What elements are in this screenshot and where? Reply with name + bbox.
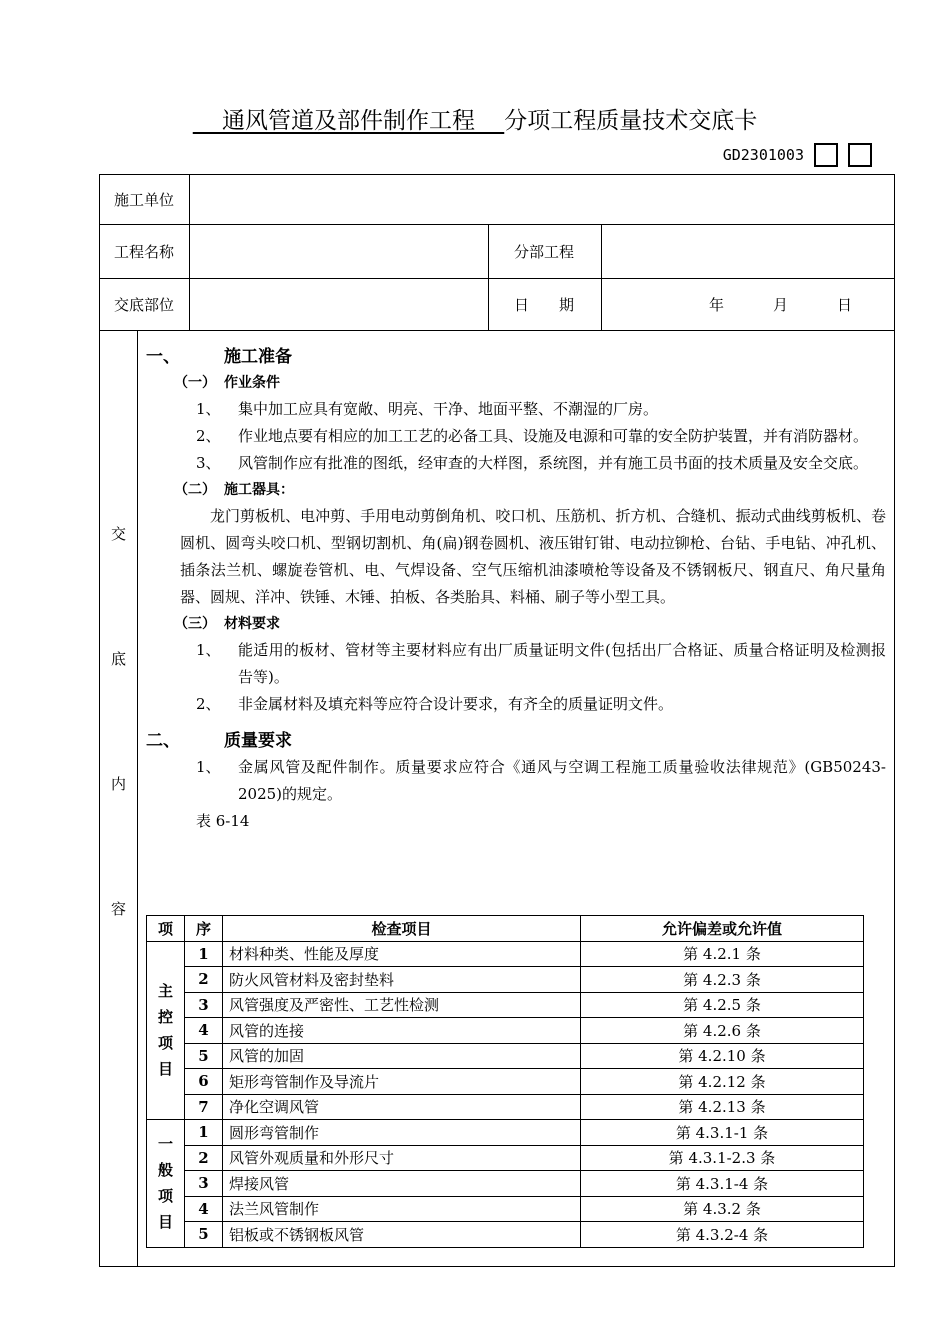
col-divider — [189, 175, 190, 330]
list-item: 2、 非金属材料及填充料等应符合设计要求，有齐全的质量证明文件。 — [196, 695, 674, 713]
subsection-heading: （一） 作业条件 — [174, 374, 280, 391]
list-item: 1、 能适用的板材、管材等主要材料应有出厂质量证明文件(包括出厂合格证、质量合格证明及检测报告等)。 — [196, 641, 886, 686]
value-cell: 第 4.3.2-4 条 — [581, 1222, 864, 1248]
subsection-heading: （二） 施工器具： — [174, 481, 294, 498]
section-heading: 二、 质量要求 — [146, 730, 292, 751]
list-item: 1、 集中加工应具有宽敞、明亮、干净、地面平整、不潮湿的厂房。 — [196, 400, 659, 418]
unit-label: 施工单位 — [114, 191, 175, 209]
unit-field[interactable] — [192, 177, 892, 222]
seq-cell: 5 — [185, 1222, 223, 1248]
table-row — [147, 1018, 864, 1044]
value-cell: 第 4.2.6 条 — [581, 1018, 864, 1044]
seq-cell: 5 — [185, 1043, 223, 1069]
value-cell: 第 4.3.1-2.3 条 — [581, 1145, 864, 1171]
form-frame — [99, 174, 895, 1267]
value-cell: 第 4.2.12 条 — [581, 1069, 864, 1095]
value-cell: 第 4.2.3 条 — [581, 967, 864, 993]
col-divider — [488, 224, 489, 330]
checkbox-1[interactable] — [814, 143, 838, 167]
checkbox-2[interactable] — [848, 143, 872, 167]
value-cell: 第 4.3.1-4 条 — [581, 1171, 864, 1197]
document-title — [0, 102, 950, 135]
item-cell: 法兰风管制作 — [223, 1196, 581, 1222]
seq-cell: 7 — [185, 1094, 223, 1120]
side-char: 内 — [110, 775, 126, 793]
seq-cell: 1 — [185, 1120, 223, 1146]
doc-code: GD2301003 — [722, 146, 804, 164]
table-row — [147, 1145, 864, 1171]
table-row — [147, 1043, 864, 1069]
item-cell: 焊接风管 — [223, 1171, 581, 1197]
title-suffix: 分项工程质量技术交底卡 — [504, 108, 758, 134]
seq-cell: 2 — [185, 967, 223, 993]
row-divider — [100, 330, 894, 331]
title-underlined: 通风管道及部件制作工程 — [222, 108, 475, 134]
date-year: 年 — [709, 295, 725, 314]
value-cell: 第 4.3.2 条 — [581, 1196, 864, 1222]
location-field[interactable] — [192, 281, 484, 327]
tools-paragraph: 龙门剪板机、电冲剪、手用电动剪倒角机、咬口机、压筋机、折方机、合缝机、振动式曲线剪板机、卷圆机、圆弯头咬口机、型钢切割机、角(扁)钢卷圆机、液压钳钉钳、电动拉铆枪、台钻、手电钻、冲孔机、插条法兰机、螺旋卷管机、电、气焊设备、空气压缩机油漆喷枪等设备及不锈钢板尺、钢直尺、角尺量角器、圆规、洋冲、铁锤、木锤、拍板、各类胎具、料桶、刷子等小型工具。 — [180, 507, 886, 606]
item-cell: 风管的加固 — [223, 1043, 581, 1069]
list-item: 3、 风管制作应有批准的图纸，经审查的大样图，系统图，并有施工员书面的技术质量及安全交底。 — [196, 454, 869, 472]
item-cell: 净化空调风管 — [223, 1094, 581, 1120]
value-cell: 第 4.3.1-1 条 — [581, 1120, 864, 1146]
row-divider — [100, 224, 894, 225]
section-heading: 一、 施工准备 — [146, 346, 292, 367]
table-row — [147, 1120, 864, 1146]
date-month: 月 — [773, 295, 789, 314]
group-general: 一 般 项 目 — [147, 1120, 185, 1248]
project-field[interactable] — [192, 227, 484, 275]
table-header — [147, 916, 864, 942]
col-divider — [601, 224, 602, 330]
item-cell: 铝板或不锈钢板风管 — [223, 1222, 581, 1248]
list-item: 2、 作业地点要有相应的加工工艺的必备工具、设施及电源和可靠的安全防护装置，并有消防器材。 — [196, 427, 869, 445]
seq-cell: 1 — [185, 941, 223, 967]
item-cell: 风管外观质量和外形尺寸 — [223, 1145, 581, 1171]
seq-cell: 3 — [185, 1171, 223, 1197]
seq-cell: 4 — [185, 1018, 223, 1044]
table-row — [147, 1171, 864, 1197]
table-row — [147, 1222, 864, 1248]
table-row — [147, 992, 864, 1018]
subsection-heading: （三） 材料要求 — [174, 615, 280, 632]
date-day: 日 — [837, 295, 853, 314]
value-cell: 第 4.2.1 条 — [581, 941, 864, 967]
value-cell: 第 4.2.5 条 — [581, 992, 864, 1018]
location-label: 交底部位 — [114, 295, 175, 314]
item-cell: 圆形弯管制作 — [223, 1120, 581, 1146]
item-cell: 风管的连接 — [223, 1018, 581, 1044]
seq-cell: 4 — [185, 1196, 223, 1222]
side-char: 容 — [110, 900, 126, 918]
header-cell: 检查项目 — [223, 916, 581, 942]
seq-cell: 3 — [185, 992, 223, 1018]
group-main-control: 主 控 项 目 — [147, 941, 185, 1120]
header-cell: 序 — [185, 916, 223, 942]
side-char: 交 — [110, 525, 126, 543]
item-cell: 材料种类、性能及厚度 — [223, 941, 581, 967]
project-label: 工程名称 — [114, 242, 175, 261]
header-cell: 项 — [147, 916, 185, 942]
side-char: 底 — [110, 650, 126, 668]
item-cell: 风管强度及严密性、工艺性检测 — [223, 992, 581, 1018]
value-cell: 第 4.2.13 条 — [581, 1094, 864, 1120]
list-item: 1、 金属风管及配件制作。质量要求应符合《通风与空调工程施工质量验收法律规范》(GB50243-2025)的规定。 — [196, 758, 886, 803]
table-row — [147, 1196, 864, 1222]
quality-table — [146, 915, 864, 1248]
header-cell: 允许偏差或允许值 — [581, 916, 864, 942]
seq-cell: 2 — [185, 1145, 223, 1171]
table-row — [147, 941, 864, 967]
seq-cell: 6 — [185, 1069, 223, 1095]
item-cell: 防火风管材料及密封垫料 — [223, 967, 581, 993]
subproject-field[interactable] — [605, 227, 893, 275]
table-row — [147, 1069, 864, 1095]
value-cell: 第 4.2.10 条 — [581, 1043, 864, 1069]
date-label: 日 期 — [514, 295, 575, 314]
table-row — [147, 1094, 864, 1120]
table-caption: 表 6-14 — [196, 812, 250, 830]
subproject-label: 分部工程 — [514, 242, 575, 261]
item-cell: 矩形弯管制作及导流片 — [223, 1069, 581, 1095]
disclosure-content — [138, 332, 894, 835]
doc-code-row — [723, 143, 872, 167]
table-row — [147, 967, 864, 993]
